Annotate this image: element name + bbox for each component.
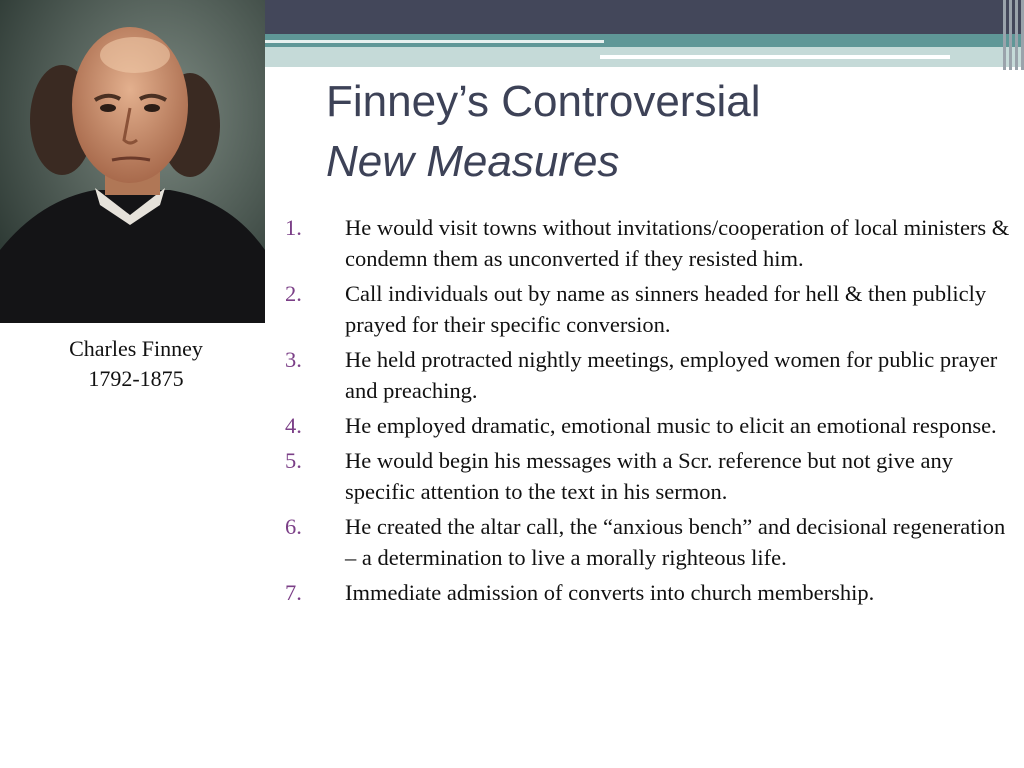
header-accent-line bbox=[600, 55, 950, 59]
list-text: He created the altar call, the “anxious bench” and decisional regeneration – a determination to live a morally righteous life. bbox=[345, 514, 1006, 570]
list-item bbox=[285, 212, 1015, 274]
caption-name: Charles Finney bbox=[69, 336, 203, 361]
caption-dates: 1792-1875 bbox=[88, 366, 184, 391]
list-item bbox=[285, 445, 1015, 507]
portrait-caption bbox=[18, 334, 254, 394]
measures-list bbox=[285, 212, 1015, 612]
list-item bbox=[285, 278, 1015, 340]
list-text: He would begin his messages with a Scr. reference but not give any specific attention to the text in his sermon. bbox=[345, 448, 953, 504]
list-number: 2. bbox=[285, 281, 302, 306]
list-text: He held protracted nightly meetings, employed women for public prayer and preaching. bbox=[345, 347, 998, 403]
list-text: Call individuals out by name as sinners headed for hell & then publicly prayed for their specific conversion. bbox=[345, 281, 987, 337]
title-line-1: Finney’s Controversial bbox=[326, 77, 761, 126]
list-number: 6. bbox=[285, 514, 302, 539]
list-number: 3. bbox=[285, 347, 302, 372]
list-item bbox=[285, 511, 1015, 573]
header-accent-line bbox=[264, 40, 604, 43]
list-text: He would visit towns without invitations/cooperation of local ministers & condemn them as unconverted if they resisted him. bbox=[345, 215, 1010, 271]
slide-title bbox=[326, 72, 760, 192]
list-item bbox=[285, 344, 1015, 406]
list-number: 5. bbox=[285, 448, 302, 473]
list-item bbox=[285, 410, 1015, 441]
list-item bbox=[285, 577, 1015, 608]
list-number: 1. bbox=[285, 215, 302, 240]
title-line-2: New Measures bbox=[326, 137, 620, 186]
header-stripes bbox=[994, 0, 1024, 70]
list-number: 7. bbox=[285, 580, 302, 605]
portrait-image bbox=[0, 0, 265, 323]
list-text: Immediate admission of converts into church membership. bbox=[345, 580, 875, 605]
list-number: 4. bbox=[285, 413, 302, 438]
list-text: He employed dramatic, emotional music to elicit an emotional response. bbox=[345, 413, 997, 438]
header-bar-dark bbox=[264, 0, 1024, 34]
